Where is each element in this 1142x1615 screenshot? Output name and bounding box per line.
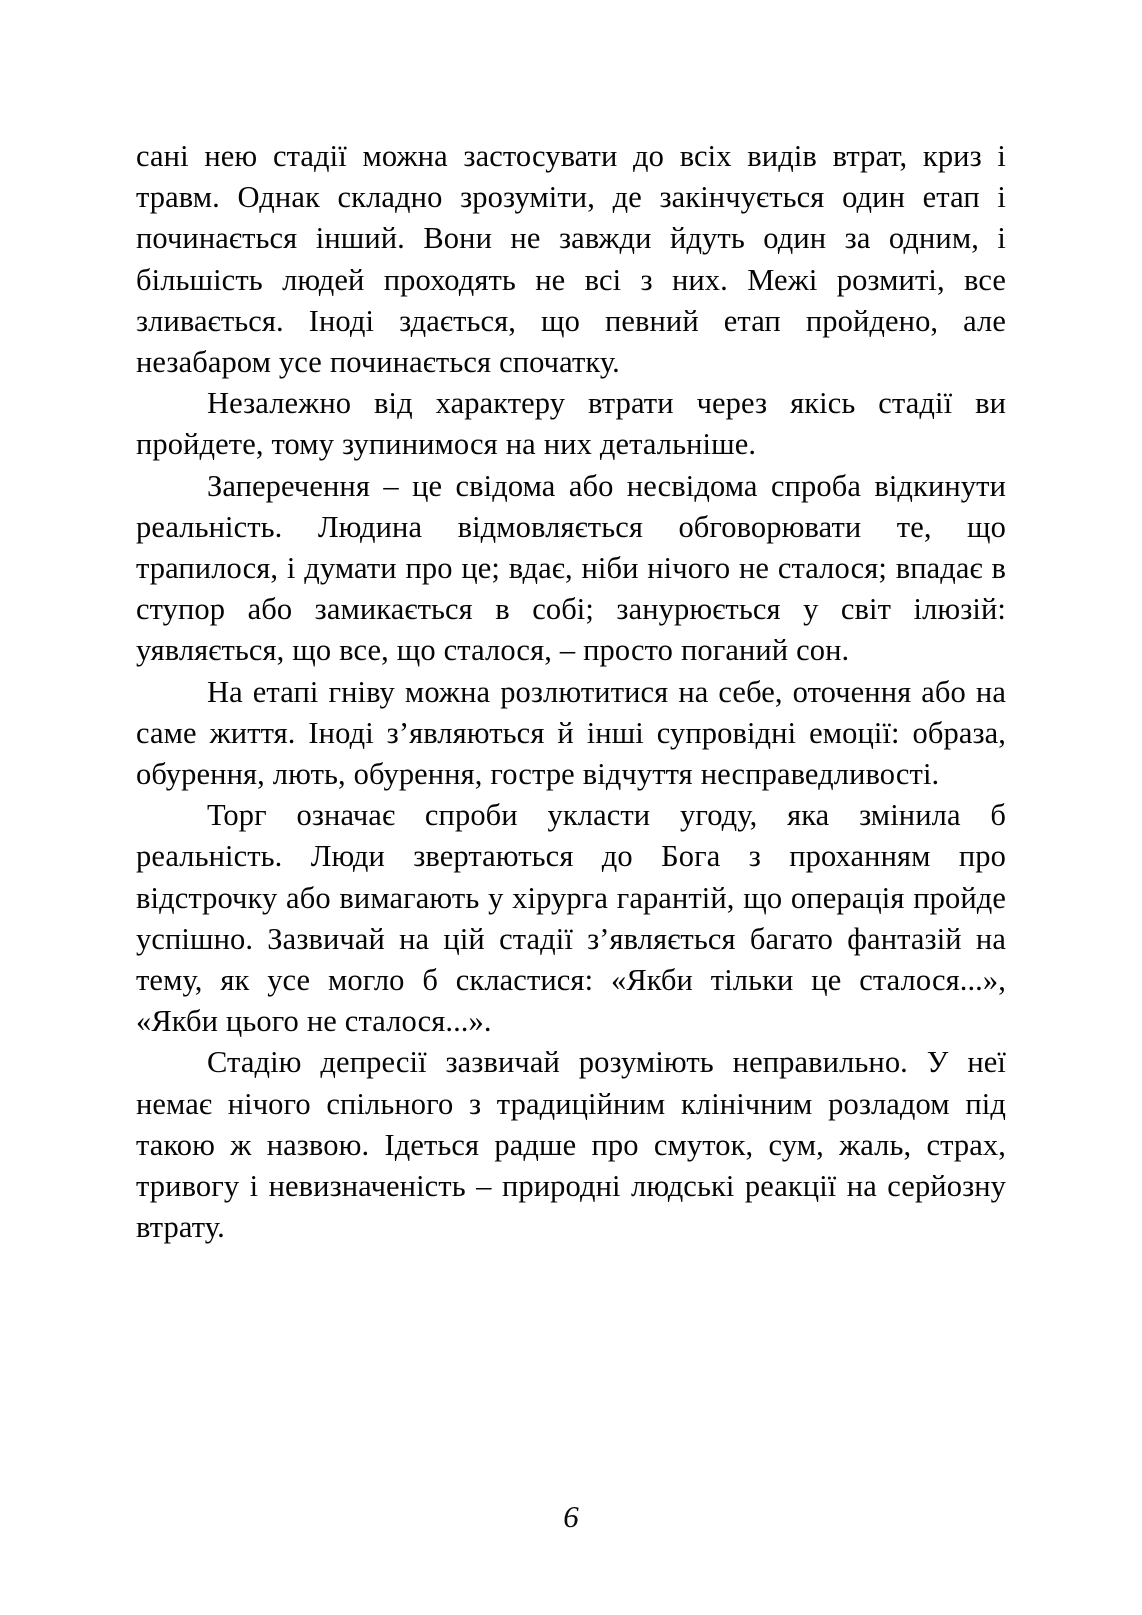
paragraph-stages-intro: Незалежно від характеру втрати через якісь стадії ви пройдете, тому зупинимося на них детальніше. bbox=[136, 386, 1006, 462]
paragraph-continuation: сані нею стадії можна застосувати до всіх видів втрат, криз і травм. Однак складно зрозуміти, де закінчується один етап і починається інший. Вони не завжди йдуть один за одним, і більшість людей проходять не всі з них. Межі розмиті, все зливається. Іноді здається, що певний етап пройдено, але незабаром усе починається спочатку. bbox=[136, 139, 1006, 380]
paragraph-depression: Стадію депресії зазвичай розуміють неправильно. У неї немає нічого спільного з традиційним клінічним розладом під такою ж назвою. Ідеться радше про смуток, сум, жаль, страх, тривогу і невизначеність – природні людські реакції на серйозну втрату. bbox=[136, 1045, 1006, 1245]
paragraph-bargaining: Торг означає спроби укласти угоду, яка змінила б реальність. Люди звертаються до Бога з проханням про відстрочку або вимагають у хірурга гарантій, що операція пройде успішно. Зазвичай на цій стадії з’являється багато фантазій на тему, як усе могло б скластися: «Якби тільки це сталося...», «Якби цього не сталося...». bbox=[136, 798, 1006, 1039]
paragraph-anger: На етапі гніву можна розлютитися на себе, оточення або на саме життя. Іноді з’являються й інші супровідні емоції: образа, обурення, лють, обурення, гостре відчуття несправедливості. bbox=[136, 674, 1006, 792]
paragraph-denial: Заперечення – це свідома або несвідома спроба відкинути реальність. Людина відмовляється обговорювати те, що трапилося, і думати про це; вдає, ніби нічого не сталося; впадає в ступор або замикається в собі; занурюється у світ ілюзій: уявляється, що все, що сталося, – просто поганий сон. bbox=[136, 468, 1006, 668]
page-number: 6 bbox=[563, 1499, 579, 1534]
page-text-block bbox=[136, 136, 1006, 1248]
